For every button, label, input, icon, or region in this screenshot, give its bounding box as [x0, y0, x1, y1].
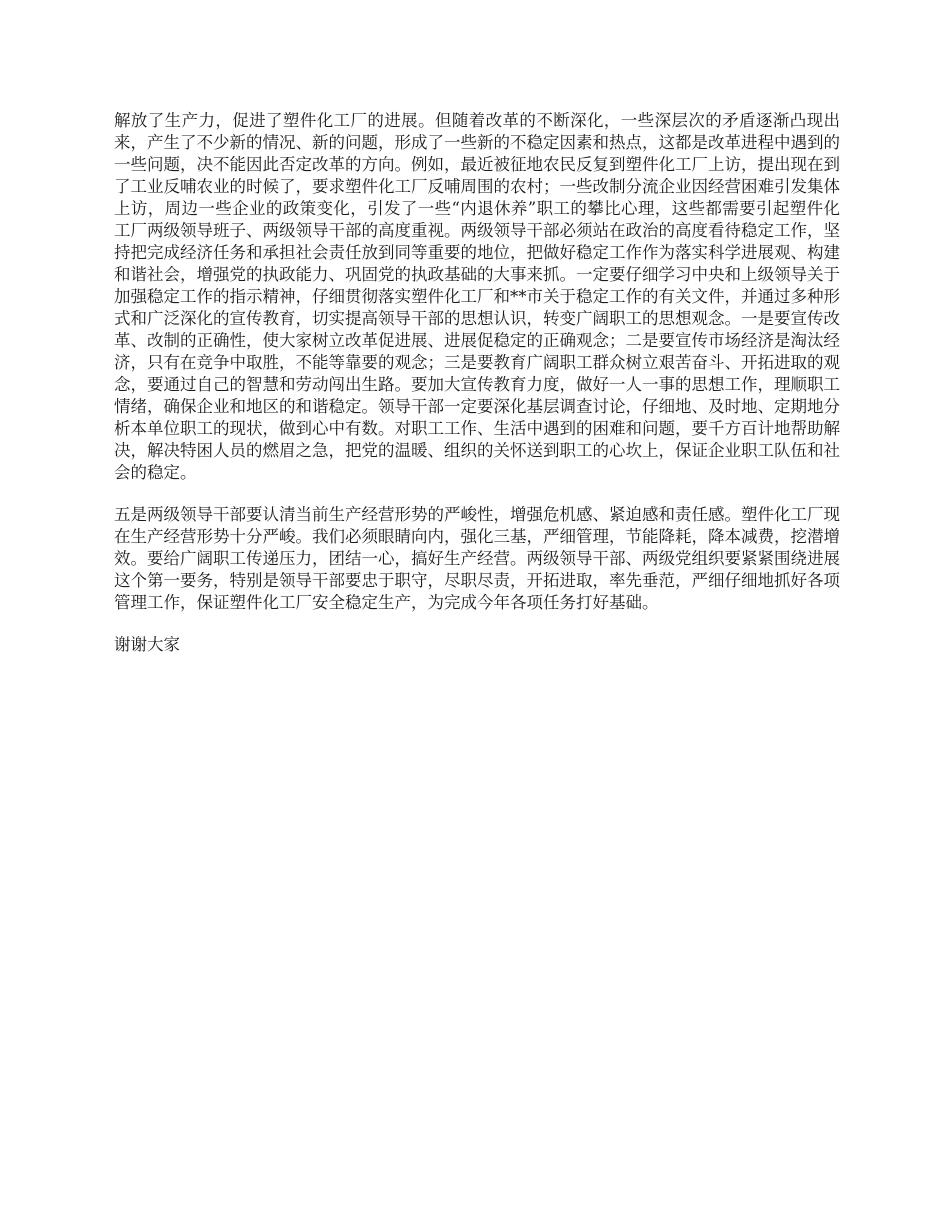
- document-body: [114, 110, 840, 656]
- paragraph-production-situation: 五是两级领导干部要认清当前生产经营形势的严峻性，增强危机感、紧迫感和责任感。塑件化工厂现在生产经营形势十分严峻。我们必须眼睛向内，强化三基，严细管理，节能降耗，降本减费，挖潜增效。要给广阔职工传递压力，团结一心，搞好生产经营。两级领导干部、两级党组织要紧紧围绕进展这个第一要务，特别是领导干部要忠于职守，尽职尽责，开拓进取，率先垂范，严细仔细地抓好各项管理工作，保证塑件化工厂安全稳定生产，为完成今年各项任务打好基础。: [114, 505, 840, 612]
- closing-remark: 谢谢大家: [114, 635, 180, 654]
- paragraph-stability-work: 解放了生产力，促进了塑件化工厂的进展。但随着改革的不断深化，一些深层次的矛盾逐渐凸现出来，产生了不少新的情况、新的问题，形成了一些新的不稳定因素和热点，这都是改革进程中遇到的一些问题，决不能因此否定改革的方向。例如，最近被征地农民反复到塑件化工厂上访，提出现在到了工业反哺农业的时候了，要求塑件化工厂反哺周围的农村；一些改制分流企业因经营困难引发集体上访，周边一些企业的政策变化，引发了一些“内退休养”职工的攀比心理，这些都需要引起塑件化工厂两级领导班子、两级领导干部的高度重视。两级领导干部必须站在政治的高度看待稳定工作，坚持把完成经济任务和承担社会责任放到同等重要的地位，把做好稳定工作作为落实科学进展观、构建和谐社会，增强党的执政能力、巩固党的执政基础的大事来抓。一定要仔细学习中央和上级领导关于加强稳定工作的指示精神，仔细贯彻落实塑件化工厂和**市关于稳定工作的有关文件，并通过多种形式和广泛深化的宣传教育，切实提高领导干部的思想认识，转变广阔职工的思想观念。一是要宣传改革、改制的正确性，使大家树立改革促进展、进展促稳定的正确观念；二是要宣传市场经济是淘汰经济，只有在竞争中取胜，不能等靠要的观念；三是要教育广阔职工群众树立艰苦奋斗、开拓进取的观念，要通过自己的智慧和劳动闯出生路。要加大宣传教育力度，做好一人一事的思想工作，理顺职工情绪，确保企业和地区的和谐稳定。领导干部一定要深化基层调查讨论，仔细地、及时地、定期地分析本单位职工的现状，做到心中有数。对职工工作、生活中遇到的困难和问题，要千方百计地帮助解决，解决特困人员的燃眉之急，把党的温暖、组织的关怀送到职工的心坎上，保证企业职工队伍和社会的稳定。: [114, 111, 840, 482]
